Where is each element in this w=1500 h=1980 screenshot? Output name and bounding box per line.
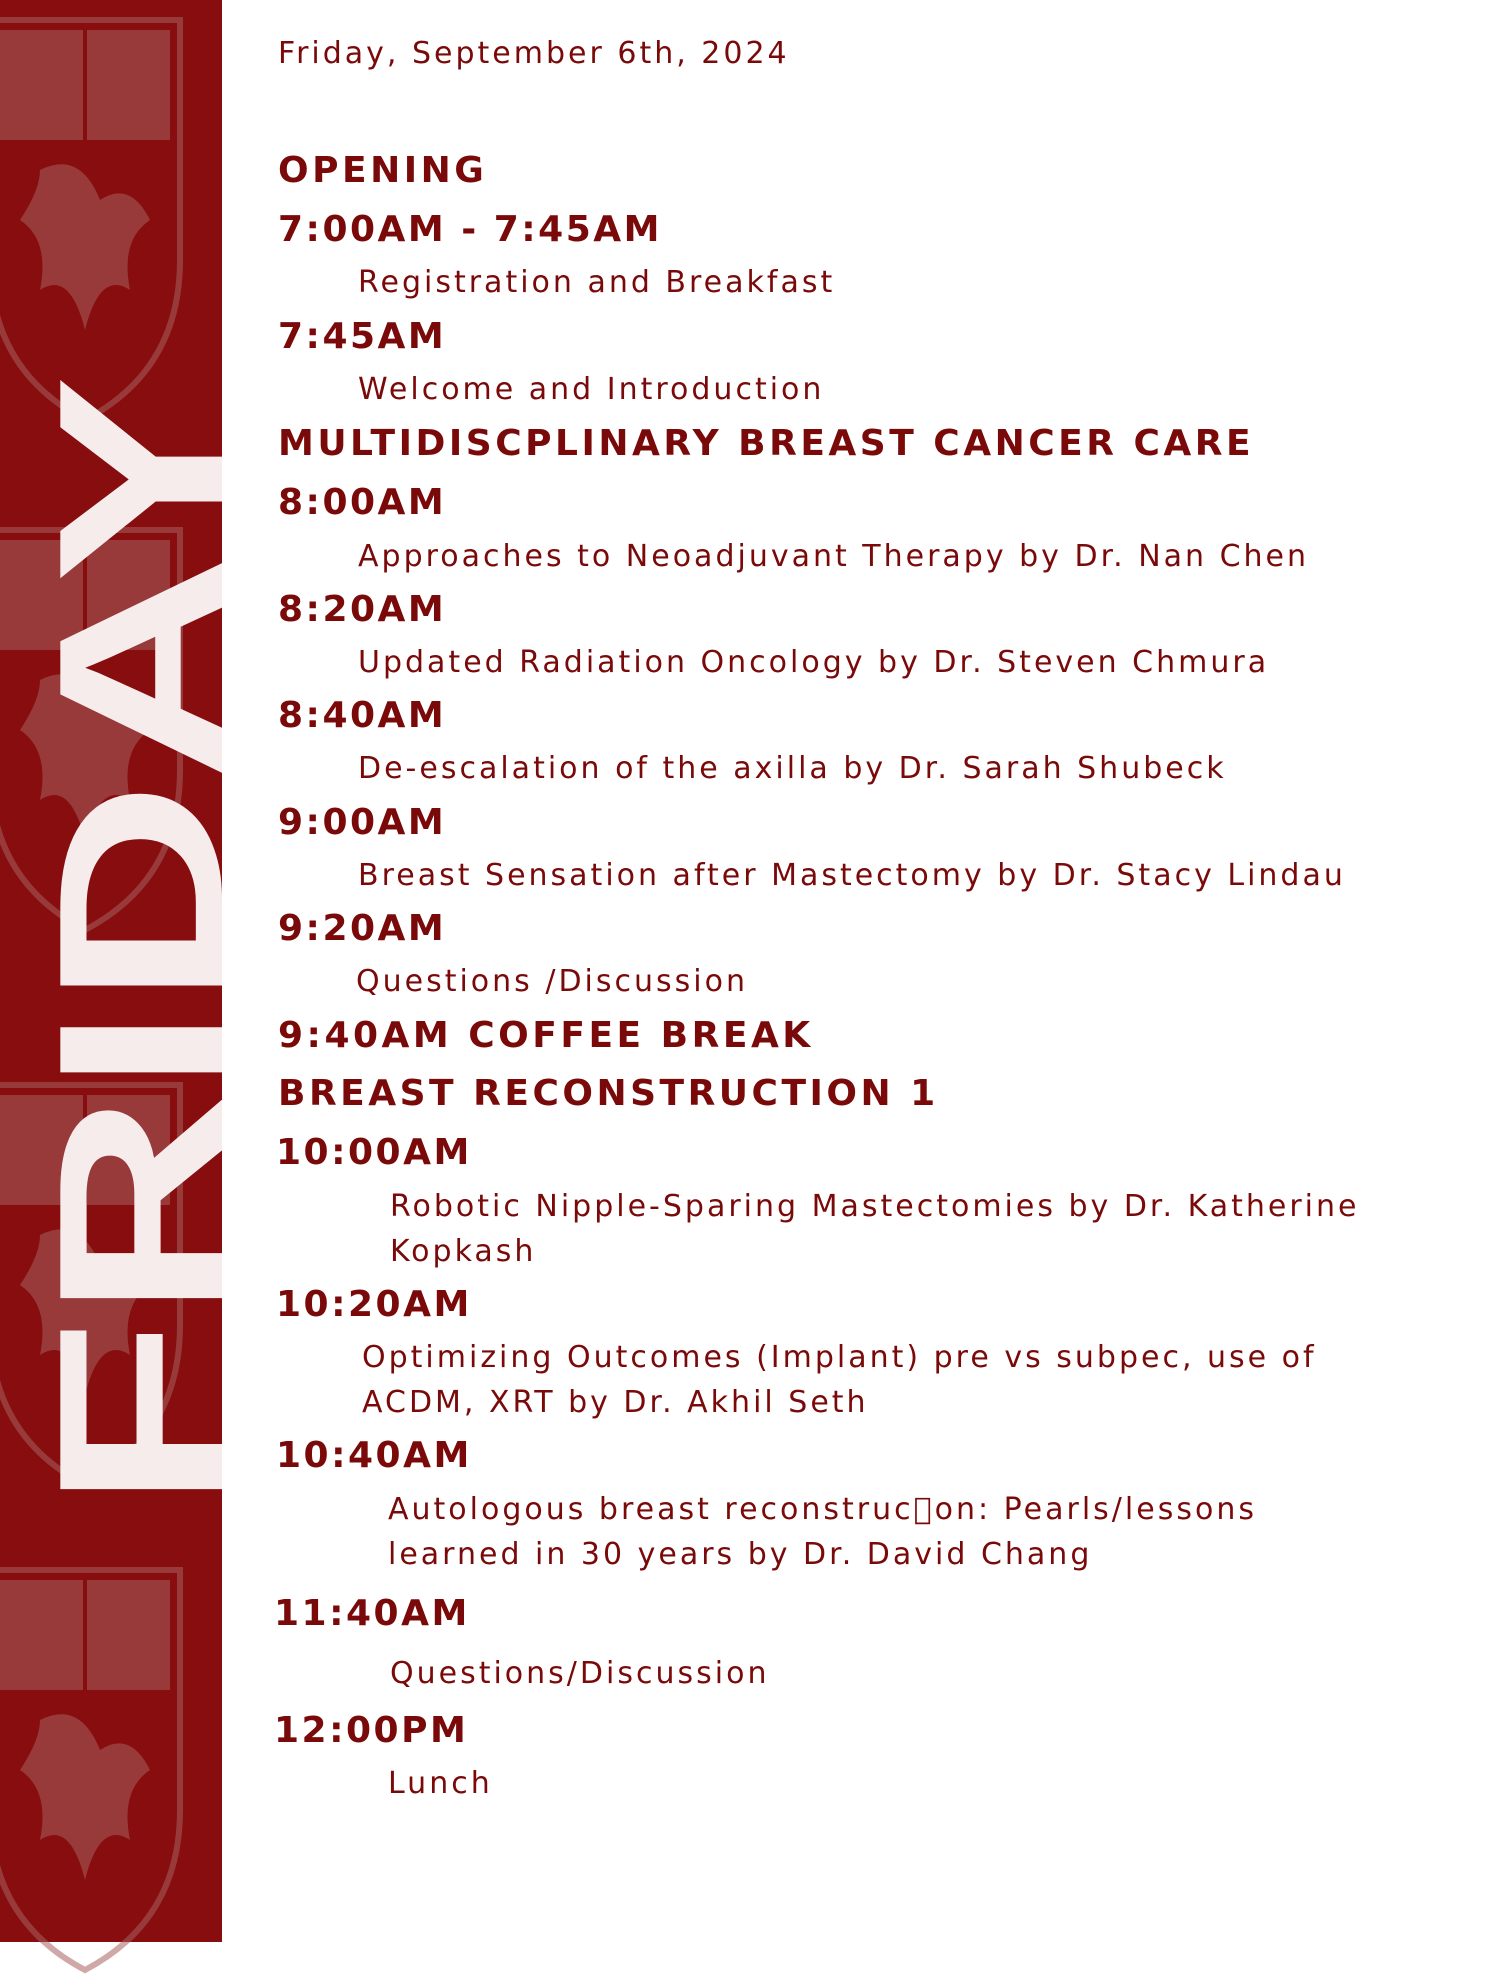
- desc-robotic-line1: Robotic Nipple-Sparing Mastectomies by Dr. Katherine: [390, 1189, 1360, 1224]
- time-0800: 8:00AM: [278, 482, 447, 523]
- time-0700: 7:00AM - 7:45AM: [278, 209, 662, 250]
- time-1200: 12:00PM: [274, 1710, 469, 1751]
- time-1140: 11:40AM: [274, 1593, 470, 1634]
- time-0745: 7:45AM: [278, 316, 447, 357]
- desc-implant-line2: ACDM, XRT by Dr. Akhil Seth: [362, 1385, 869, 1420]
- desc-lunch: Lunch: [388, 1766, 493, 1801]
- time-1000: 10:00AM: [276, 1132, 472, 1173]
- coffee-break: 9:40AM COFFEE BREAK: [278, 1015, 814, 1056]
- time-1020: 10:20AM: [276, 1284, 472, 1325]
- desc-autologous-line2: learned in 30 years by Dr. David Chang: [388, 1537, 1093, 1572]
- section-opening: OPENING: [278, 150, 488, 191]
- day-title-text: FRIDAY: [9, 656, 272, 1510]
- time-0840: 8:40AM: [278, 695, 447, 736]
- event-date: Friday, September 6th, 2024: [278, 36, 790, 71]
- section-multidisciplinary: MULTIDISCPLINARY BREAST CANCER CARE: [278, 423, 1255, 464]
- desc-autologous-line1: Autologous breast reconstruc on: Pearls/lessons: [388, 1492, 1257, 1527]
- desc-implant-line1: Optimizing Outcomes (Implant) pre vs subpec, use of: [362, 1340, 1317, 1375]
- desc-axilla: De-escalation of the axilla by Dr. Sarah Shubeck: [358, 751, 1227, 786]
- section-reconstruction: BREAST RECONSTRUCTION 1: [278, 1073, 939, 1114]
- desc-questions-1: Questions /Discussion: [356, 964, 748, 999]
- time-0900: 9:00AM: [278, 802, 447, 843]
- desc-robotic-line2: Kopkash: [390, 1234, 537, 1269]
- desc-sensation: Breast Sensation after Mastectomy by Dr. Stacy Lindau: [358, 858, 1346, 893]
- day-title: [0, 0, 272, 1942]
- time-0820: 8:20AM: [278, 589, 447, 630]
- time-0920: 9:20AM: [278, 908, 447, 949]
- time-1040: 10:40AM: [276, 1435, 472, 1476]
- desc-radiation: Updated Radiation Oncology by Dr. Steven Chmura: [358, 645, 1270, 680]
- sidebar: [0, 0, 272, 1942]
- desc-neoadjuvant: Approaches to Neoadjuvant Therapy by Dr. Nan Chen: [358, 539, 1310, 574]
- desc-questions-2: Questions/Discussion: [390, 1656, 770, 1691]
- desc-welcome: Welcome and Introduction: [358, 372, 825, 407]
- desc-registration: Registration and Breakfast: [358, 265, 836, 300]
